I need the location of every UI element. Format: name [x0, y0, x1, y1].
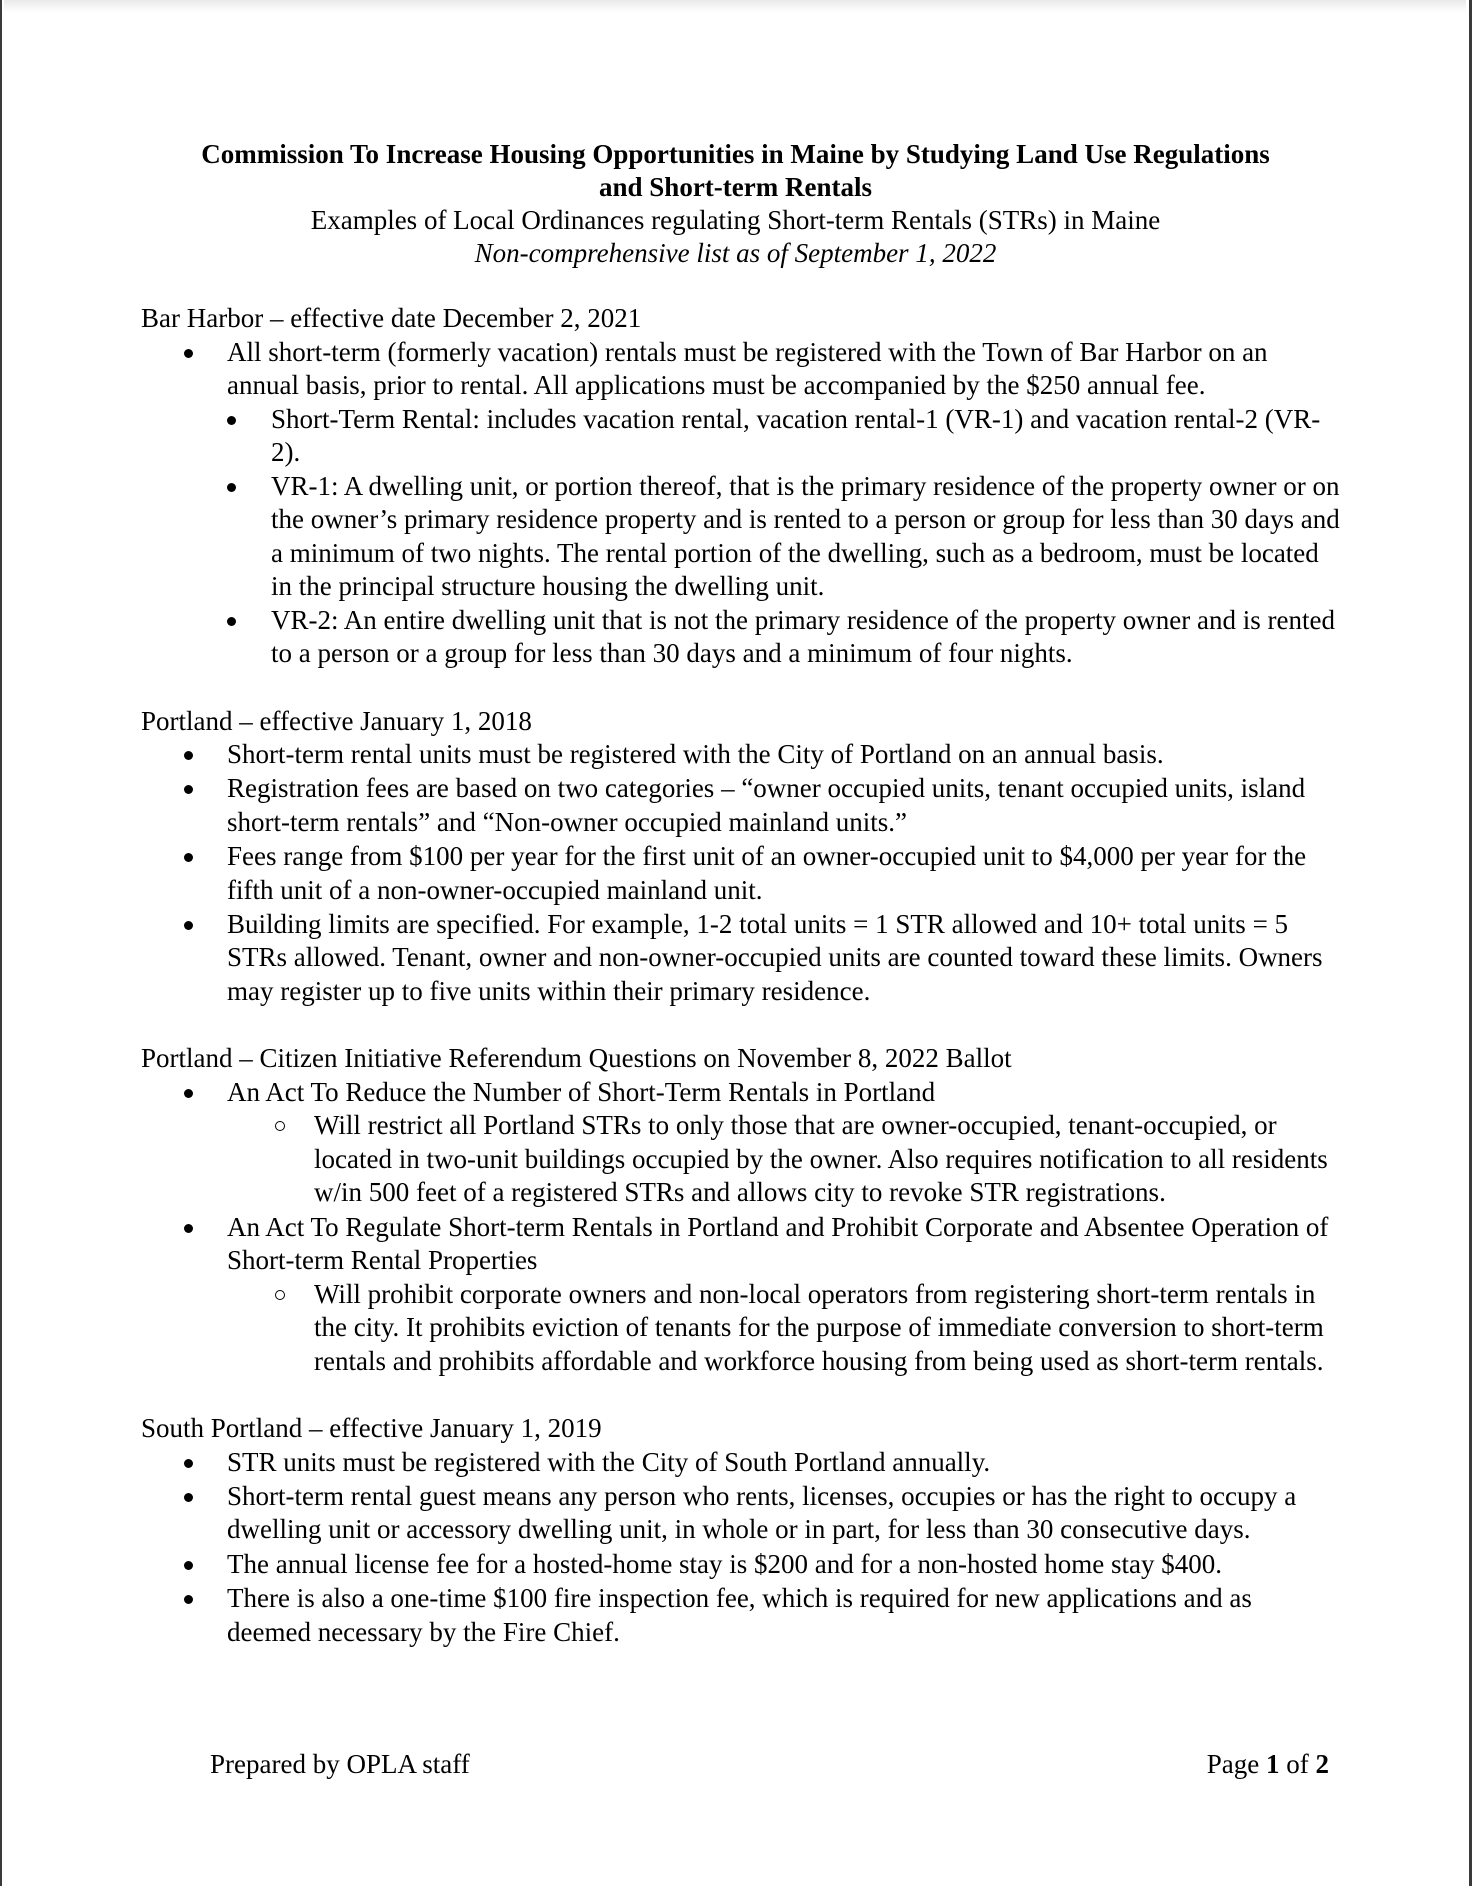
list-item — [141, 1480, 1341, 1547]
sub-list-item — [227, 604, 1341, 671]
sub-list-item — [227, 470, 1341, 604]
list-item-text: STR units must be registered with the City of South Portland annually. — [227, 1446, 991, 1477]
list-item-text: Short-term rental units must be registered with the City of Portland on an annual basis. — [227, 739, 1164, 769]
bullet-list — [141, 738, 1341, 1008]
page-total: 2 — [1315, 1749, 1329, 1779]
list-item — [141, 840, 1341, 907]
page-word: Page — [1206, 1749, 1260, 1779]
list-item-text: Registration fees are based on two categories – “owner occupied units, tenant occupied units, island short-term rentals” and “Non-owner occupied mainland units.” — [227, 773, 1306, 837]
list-item-text: Building limits are specified. For example, 1-2 total units = 1 STR allowed and 10+ total units = 5 STRs allowed. Tenant, owner and non-owner-occupied units are counted toward these limits. Owners may register up to five units within their primary residence. — [227, 908, 1323, 1006]
list-item — [141, 1446, 1341, 1480]
list-item — [141, 1548, 1341, 1582]
sub-bullet-list — [227, 1278, 1341, 1379]
bullet-list — [141, 1446, 1341, 1649]
list-item-text: All short-term (formerly vacation) rentals must be registered with the Town of Bar Harbor on an annual basis, prior to rental. All applications must be accompanied by the $250 annual fee. — [227, 336, 1268, 400]
list-item — [141, 1076, 1341, 1210]
document-title-line-1: Commission To Increase Housing Opportunities in Maine by Studying Land Use Regulations — [201, 139, 1270, 169]
list-item — [141, 772, 1341, 839]
document-header — [2, 138, 1469, 270]
sub-list-item — [227, 403, 1341, 470]
sub-list-item — [227, 1278, 1341, 1379]
sub-list-item-text: VR-1: A dwelling unit, or portion thereof, that is the primary residence of the property owner or on the owner’s primary residence property and is rented to a person or group for less than 30 days and a minimum of two nights. The rental portion of the dwelling, such as a bedroom, must be located in the principal structure housing the dwelling unit. — [271, 470, 1340, 601]
list-item — [141, 908, 1341, 1009]
list-item-text: There is also a one-time $100 fire inspection fee, which is required for new applications and as deemed necessary by the Fire Chief. — [227, 1583, 1252, 1647]
section-portland — [141, 705, 1341, 1009]
page-of: of — [1286, 1749, 1309, 1779]
document-subtitle: Examples of Local Ordinances regulating Short-term Rentals (STRs) in Maine — [310, 205, 1161, 235]
document-note: Non-comprehensive list as of September 1, 2022 — [474, 238, 997, 268]
section-south-portland — [141, 1412, 1341, 1649]
sub-bullet-list — [227, 1109, 1341, 1210]
list-item-text: Fees range from $100 per year for the first unit of an owner-occupied unit to $4,000 per year for the fifth unit of a non-owner-occupied mainland unit. — [227, 841, 1307, 905]
section-bar-harbor — [141, 302, 1341, 671]
list-item — [141, 336, 1341, 671]
list-item — [141, 738, 1341, 772]
document-body — [141, 302, 1341, 1683]
list-item-text: An Act To Reduce the Number of Short-Term Rentals in Portland — [227, 1076, 936, 1107]
sub-bullet-list — [227, 403, 1341, 671]
list-item-text: The annual license fee for a hosted-home stay is $200 and for a non-hosted home stay $400. — [227, 1548, 1222, 1579]
list-item — [141, 1582, 1341, 1649]
list-item — [141, 1211, 1341, 1379]
section-portland-referendum — [141, 1042, 1341, 1378]
top-shadow — [4, 0, 1466, 14]
page-footer — [210, 1748, 1329, 1781]
section-heading: Portland – effective January 1, 2018 — [141, 705, 532, 736]
sub-list-item-text: Will prohibit corporate owners and non-local operators from registering short-term rentals in the city. It prohibits eviction of tenants for the purpose of immediate conversion to short-term rentals and prohibits affordable and workforce housing from being used as short-term rentals. — [314, 1278, 1324, 1376]
list-item-text: Short-term rental guest means any person who rents, licenses, occupies or has the right to occupy a dwelling unit or accessory dwelling unit, in whole or in part, for less than 30 consecutive days. — [227, 1480, 1297, 1545]
sub-list-item-text: Short-Term Rental: includes vacation rental, vacation rental-1 (VR-1) and vacation rental-2 (VR-2). — [271, 403, 1321, 467]
list-item-text: An Act To Regulate Short-term Rentals in Portland and Prohibit Corporate and Absentee Operation of Short-term Rental Properties — [227, 1211, 1329, 1276]
document-title-line-2: and Short-term Rentals — [599, 172, 872, 202]
page-current: 1 — [1266, 1749, 1280, 1779]
sub-list-item-text: VR-2: An entire dwelling unit that is not the primary residence of the property owner and is rented to a person or a group for less than 30 days and a minimum of four nights. — [271, 604, 1335, 668]
bullet-list — [141, 1076, 1341, 1378]
sub-list-item — [227, 1109, 1341, 1210]
section-heading: Bar Harbor – effective date December 2, 2021 — [141, 303, 642, 333]
bullet-list — [141, 336, 1341, 671]
section-heading: Portland – Citizen Initiative Referendum Questions on November 8, 2022 Ballot — [141, 1043, 1012, 1074]
prepared-by: Prepared by OPLA staff — [210, 1749, 470, 1779]
page-number — [1207, 1748, 1329, 1781]
sub-list-item-text: Will restrict all Portland STRs to only those that are owner-occupied, tenant-occupied, or located in two-unit buildings occupied by the owner. Also requires notification to all residents w/in 500 feet of a registered STRs and allows city to revoke STR registrations. — [314, 1110, 1328, 1208]
section-heading: South Portland – effective January 1, 2019 — [141, 1413, 602, 1444]
